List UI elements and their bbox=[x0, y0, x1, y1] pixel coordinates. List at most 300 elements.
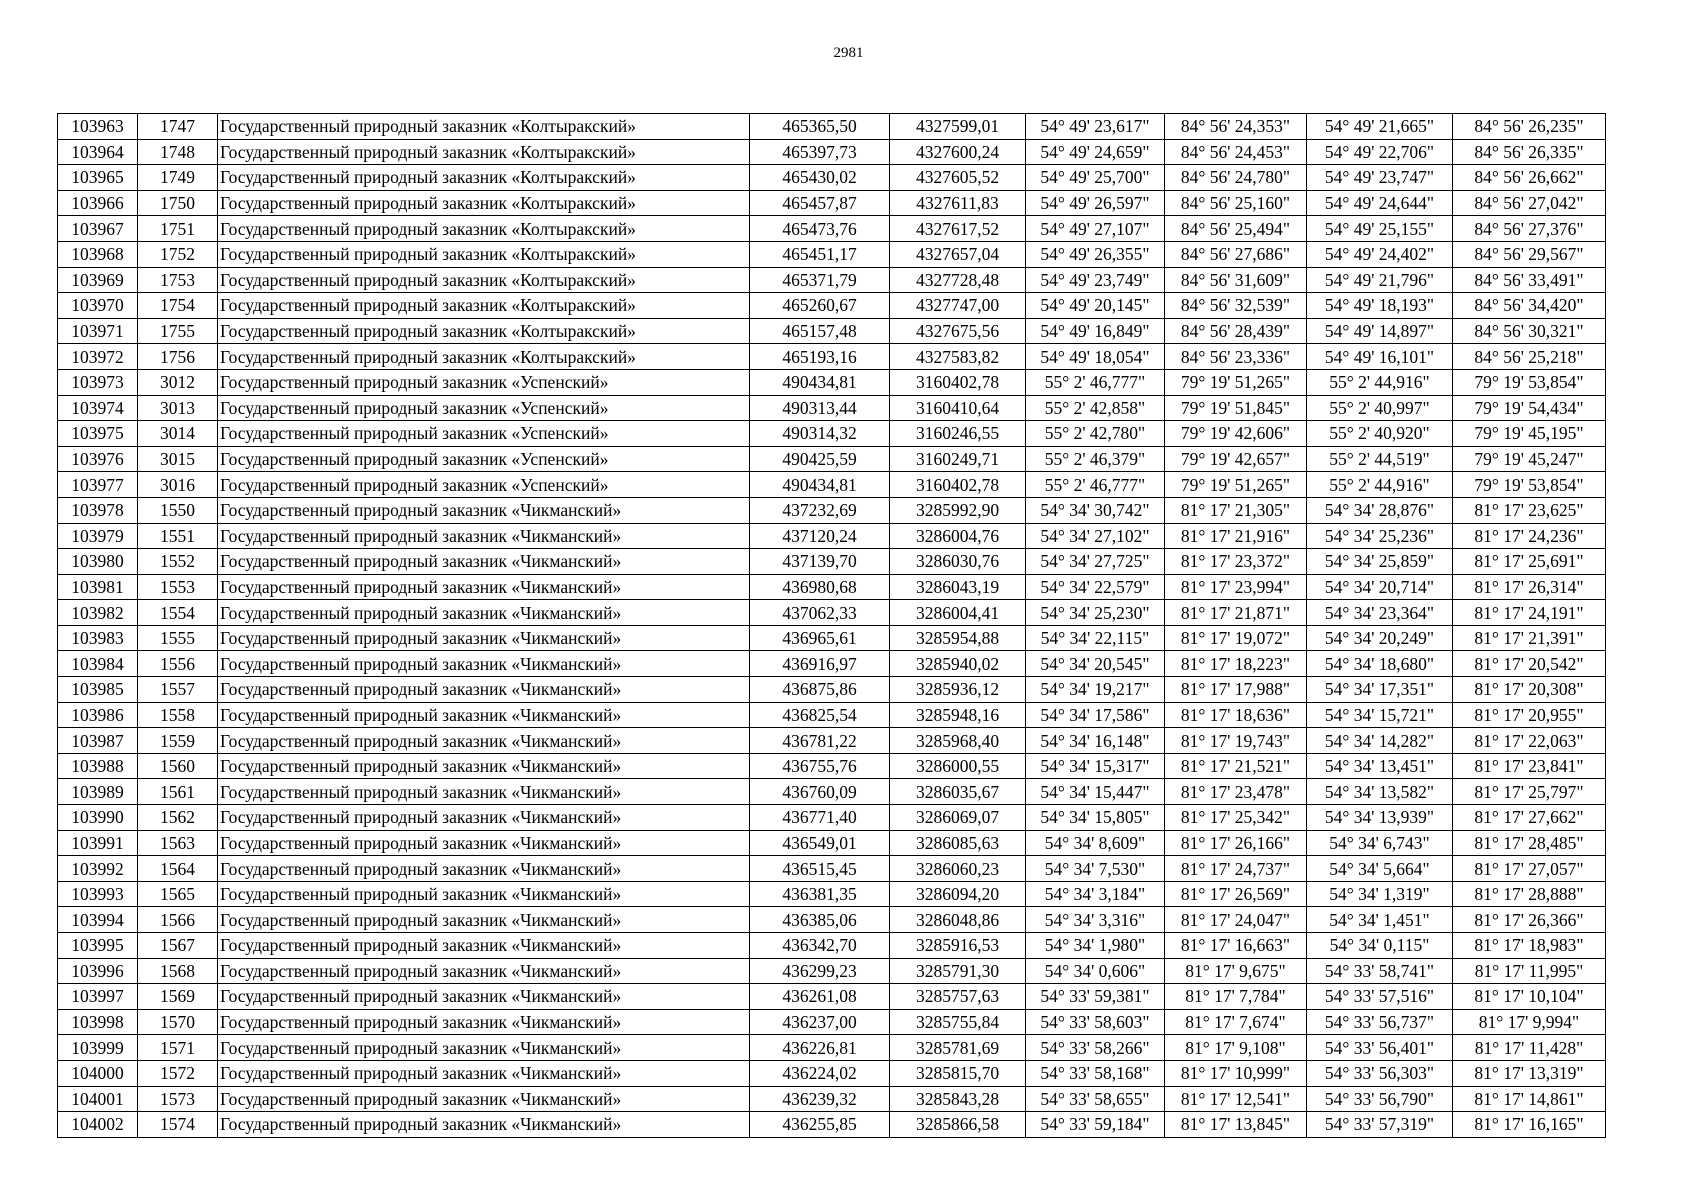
latitude-1-cell: 55° 2' 42,858" bbox=[1026, 395, 1165, 421]
longitude-1-cell: 81° 17' 18,223" bbox=[1165, 651, 1307, 677]
row-id-cell: 103989 bbox=[58, 779, 138, 805]
longitude-1-cell: 81° 17' 23,372" bbox=[1165, 549, 1307, 575]
table-body bbox=[58, 114, 1606, 1138]
latitude-2-cell: 54° 34' 28,876" bbox=[1307, 497, 1453, 523]
table-row bbox=[58, 472, 1606, 498]
latitude-1-cell: 54° 34' 16,148" bbox=[1026, 728, 1165, 754]
reserve-name-cell: Государственный природный заказник «Колтыракский» bbox=[218, 318, 750, 344]
y-coordinate-cell: 3285968,40 bbox=[890, 728, 1026, 754]
longitude-1-cell: 81° 17' 21,916" bbox=[1165, 523, 1307, 549]
row-id-cell: 103982 bbox=[58, 600, 138, 626]
reserve-name-cell: Государственный природный заказник «Чикманский» bbox=[218, 1112, 750, 1138]
point-number-cell: 1561 bbox=[138, 779, 218, 805]
latitude-2-cell: 54° 49' 21,796" bbox=[1307, 267, 1453, 293]
longitude-2-cell: 81° 17' 20,308" bbox=[1453, 677, 1606, 703]
reserve-name-cell: Государственный природный заказник «Чикманский» bbox=[218, 702, 750, 728]
latitude-2-cell: 54° 34' 1,319" bbox=[1307, 881, 1453, 907]
point-number-cell: 1558 bbox=[138, 702, 218, 728]
longitude-1-cell: 84° 56' 24,453" bbox=[1165, 139, 1307, 165]
y-coordinate-cell: 3285866,58 bbox=[890, 1112, 1026, 1138]
longitude-1-cell: 84° 56' 27,686" bbox=[1165, 241, 1307, 267]
row-id-cell: 103976 bbox=[58, 446, 138, 472]
latitude-2-cell: 54° 34' 17,351" bbox=[1307, 677, 1453, 703]
row-id-cell: 103978 bbox=[58, 497, 138, 523]
table-row bbox=[58, 933, 1606, 959]
table-row bbox=[58, 114, 1606, 140]
x-coordinate-cell: 465260,67 bbox=[750, 293, 890, 319]
y-coordinate-cell: 3285992,90 bbox=[890, 497, 1026, 523]
x-coordinate-cell: 436237,00 bbox=[750, 1009, 890, 1035]
latitude-1-cell: 55° 2' 46,777" bbox=[1026, 369, 1165, 395]
latitude-2-cell: 54° 33' 56,303" bbox=[1307, 1060, 1453, 1086]
latitude-1-cell: 54° 49' 20,145" bbox=[1026, 293, 1165, 319]
latitude-1-cell: 54° 49' 26,355" bbox=[1026, 241, 1165, 267]
latitude-1-cell: 54° 34' 27,725" bbox=[1026, 549, 1165, 575]
longitude-1-cell: 79° 19' 42,606" bbox=[1165, 421, 1307, 447]
table-row bbox=[58, 984, 1606, 1010]
row-id-cell: 103973 bbox=[58, 369, 138, 395]
y-coordinate-cell: 3286000,55 bbox=[890, 753, 1026, 779]
longitude-2-cell: 81° 17' 22,063" bbox=[1453, 728, 1606, 754]
point-number-cell: 1756 bbox=[138, 344, 218, 370]
latitude-2-cell: 54° 49' 25,155" bbox=[1307, 216, 1453, 242]
y-coordinate-cell: 3286060,23 bbox=[890, 856, 1026, 882]
latitude-2-cell: 54° 34' 25,236" bbox=[1307, 523, 1453, 549]
point-number-cell: 1755 bbox=[138, 318, 218, 344]
latitude-2-cell: 55° 2' 40,920" bbox=[1307, 421, 1453, 447]
point-number-cell: 1570 bbox=[138, 1009, 218, 1035]
table-row bbox=[58, 421, 1606, 447]
latitude-2-cell: 54° 34' 14,282" bbox=[1307, 728, 1453, 754]
latitude-1-cell: 54° 34' 20,545" bbox=[1026, 651, 1165, 677]
longitude-1-cell: 81° 17' 7,674" bbox=[1165, 1009, 1307, 1035]
coordinates-table bbox=[57, 113, 1606, 1138]
reserve-name-cell: Государственный природный заказник «Успенский» bbox=[218, 369, 750, 395]
longitude-1-cell: 79° 19' 51,845" bbox=[1165, 395, 1307, 421]
longitude-2-cell: 79° 19' 45,247" bbox=[1453, 446, 1606, 472]
point-number-cell: 1562 bbox=[138, 805, 218, 831]
point-number-cell: 1559 bbox=[138, 728, 218, 754]
table-row bbox=[58, 958, 1606, 984]
longitude-2-cell: 84° 56' 29,567" bbox=[1453, 241, 1606, 267]
longitude-1-cell: 81° 17' 24,047" bbox=[1165, 907, 1307, 933]
latitude-2-cell: 55° 2' 44,916" bbox=[1307, 472, 1453, 498]
point-number-cell: 1550 bbox=[138, 497, 218, 523]
latitude-2-cell: 54° 34' 13,582" bbox=[1307, 779, 1453, 805]
longitude-2-cell: 81° 17' 24,236" bbox=[1453, 523, 1606, 549]
page-number: 2981 bbox=[833, 45, 864, 61]
reserve-name-cell: Государственный природный заказник «Успенский» bbox=[218, 395, 750, 421]
row-id-cell: 103981 bbox=[58, 574, 138, 600]
latitude-1-cell: 54° 34' 7,530" bbox=[1026, 856, 1165, 882]
longitude-2-cell: 81° 17' 16,165" bbox=[1453, 1112, 1606, 1138]
table-row bbox=[58, 625, 1606, 651]
point-number-cell: 1552 bbox=[138, 549, 218, 575]
x-coordinate-cell: 436224,02 bbox=[750, 1060, 890, 1086]
x-coordinate-cell: 436255,85 bbox=[750, 1112, 890, 1138]
point-number-cell: 1566 bbox=[138, 907, 218, 933]
latitude-2-cell: 54° 34' 5,664" bbox=[1307, 856, 1453, 882]
row-id-cell: 103996 bbox=[58, 958, 138, 984]
point-number-cell: 1568 bbox=[138, 958, 218, 984]
reserve-name-cell: Государственный природный заказник «Успенский» bbox=[218, 421, 750, 447]
table-row bbox=[58, 805, 1606, 831]
reserve-name-cell: Государственный природный заказник «Чикманский» bbox=[218, 1035, 750, 1061]
reserve-name-cell: Государственный природный заказник «Чикманский» bbox=[218, 625, 750, 651]
table-row bbox=[58, 241, 1606, 267]
x-coordinate-cell: 437062,33 bbox=[750, 600, 890, 626]
point-number-cell: 3016 bbox=[138, 472, 218, 498]
latitude-1-cell: 54° 49' 26,597" bbox=[1026, 190, 1165, 216]
table-row bbox=[58, 344, 1606, 370]
x-coordinate-cell: 436549,01 bbox=[750, 830, 890, 856]
x-coordinate-cell: 436261,08 bbox=[750, 984, 890, 1010]
row-id-cell: 103999 bbox=[58, 1035, 138, 1061]
reserve-name-cell: Государственный природный заказник «Колтыракский» bbox=[218, 165, 750, 191]
point-number-cell: 1560 bbox=[138, 753, 218, 779]
x-coordinate-cell: 436515,45 bbox=[750, 856, 890, 882]
row-id-cell: 103984 bbox=[58, 651, 138, 677]
reserve-name-cell: Государственный природный заказник «Колтыракский» bbox=[218, 216, 750, 242]
row-id-cell: 103986 bbox=[58, 702, 138, 728]
latitude-2-cell: 54° 34' 6,743" bbox=[1307, 830, 1453, 856]
y-coordinate-cell: 3285815,70 bbox=[890, 1060, 1026, 1086]
row-id-cell: 103995 bbox=[58, 933, 138, 959]
point-number-cell: 1753 bbox=[138, 267, 218, 293]
longitude-1-cell: 84° 56' 23,336" bbox=[1165, 344, 1307, 370]
table-row bbox=[58, 1035, 1606, 1061]
point-number-cell: 1551 bbox=[138, 523, 218, 549]
row-id-cell: 103979 bbox=[58, 523, 138, 549]
table-row bbox=[58, 293, 1606, 319]
latitude-2-cell: 54° 49' 23,747" bbox=[1307, 165, 1453, 191]
latitude-2-cell: 55° 2' 40,997" bbox=[1307, 395, 1453, 421]
reserve-name-cell: Государственный природный заказник «Успенский» bbox=[218, 446, 750, 472]
row-id-cell: 103990 bbox=[58, 805, 138, 831]
y-coordinate-cell: 3160249,71 bbox=[890, 446, 1026, 472]
y-coordinate-cell: 3285916,53 bbox=[890, 933, 1026, 959]
x-coordinate-cell: 490434,81 bbox=[750, 369, 890, 395]
x-coordinate-cell: 437139,70 bbox=[750, 549, 890, 575]
latitude-1-cell: 54° 34' 19,217" bbox=[1026, 677, 1165, 703]
table-row bbox=[58, 369, 1606, 395]
latitude-1-cell: 54° 33' 58,655" bbox=[1026, 1086, 1165, 1112]
table-row bbox=[58, 216, 1606, 242]
x-coordinate-cell: 436980,68 bbox=[750, 574, 890, 600]
row-id-cell: 103965 bbox=[58, 165, 138, 191]
table-row bbox=[58, 139, 1606, 165]
point-number-cell: 3015 bbox=[138, 446, 218, 472]
point-number-cell: 1750 bbox=[138, 190, 218, 216]
latitude-1-cell: 54° 34' 15,447" bbox=[1026, 779, 1165, 805]
point-number-cell: 1555 bbox=[138, 625, 218, 651]
longitude-1-cell: 81° 17' 13,845" bbox=[1165, 1112, 1307, 1138]
latitude-2-cell: 54° 34' 25,859" bbox=[1307, 549, 1453, 575]
reserve-name-cell: Государственный природный заказник «Чикманский» bbox=[218, 497, 750, 523]
point-number-cell: 1557 bbox=[138, 677, 218, 703]
table-row bbox=[58, 651, 1606, 677]
table-row bbox=[58, 1112, 1606, 1138]
longitude-1-cell: 81° 17' 26,166" bbox=[1165, 830, 1307, 856]
table-row bbox=[58, 574, 1606, 600]
y-coordinate-cell: 3160402,78 bbox=[890, 472, 1026, 498]
latitude-1-cell: 54° 34' 1,980" bbox=[1026, 933, 1165, 959]
table-row bbox=[58, 549, 1606, 575]
y-coordinate-cell: 4327600,24 bbox=[890, 139, 1026, 165]
reserve-name-cell: Государственный природный заказник «Чикманский» bbox=[218, 523, 750, 549]
table-row bbox=[58, 446, 1606, 472]
x-coordinate-cell: 437120,24 bbox=[750, 523, 890, 549]
latitude-2-cell: 54° 33' 57,516" bbox=[1307, 984, 1453, 1010]
x-coordinate-cell: 465473,76 bbox=[750, 216, 890, 242]
point-number-cell: 1564 bbox=[138, 856, 218, 882]
point-number-cell: 1554 bbox=[138, 600, 218, 626]
longitude-1-cell: 81° 17' 19,743" bbox=[1165, 728, 1307, 754]
longitude-2-cell: 81° 17' 14,861" bbox=[1453, 1086, 1606, 1112]
longitude-2-cell: 81° 17' 20,955" bbox=[1453, 702, 1606, 728]
table-row bbox=[58, 600, 1606, 626]
reserve-name-cell: Государственный природный заказник «Чикманский» bbox=[218, 600, 750, 626]
point-number-cell: 1751 bbox=[138, 216, 218, 242]
reserve-name-cell: Государственный природный заказник «Колтыракский» bbox=[218, 293, 750, 319]
y-coordinate-cell: 3285936,12 bbox=[890, 677, 1026, 703]
reserve-name-cell: Государственный природный заказник «Чикманский» bbox=[218, 779, 750, 805]
row-id-cell: 103975 bbox=[58, 421, 138, 447]
latitude-2-cell: 55° 2' 44,519" bbox=[1307, 446, 1453, 472]
latitude-1-cell: 54° 34' 15,317" bbox=[1026, 753, 1165, 779]
latitude-2-cell: 54° 33' 56,401" bbox=[1307, 1035, 1453, 1061]
table-row bbox=[58, 165, 1606, 191]
latitude-1-cell: 55° 2' 46,777" bbox=[1026, 472, 1165, 498]
row-id-cell: 103977 bbox=[58, 472, 138, 498]
reserve-name-cell: Государственный природный заказник «Чикманский» bbox=[218, 1009, 750, 1035]
point-number-cell: 3012 bbox=[138, 369, 218, 395]
reserve-name-cell: Государственный природный заказник «Колтыракский» bbox=[218, 190, 750, 216]
reserve-name-cell: Государственный природный заказник «Успенский» bbox=[218, 472, 750, 498]
latitude-1-cell: 54° 34' 30,742" bbox=[1026, 497, 1165, 523]
row-id-cell: 103991 bbox=[58, 830, 138, 856]
latitude-1-cell: 54° 49' 23,617" bbox=[1026, 114, 1165, 140]
latitude-1-cell: 54° 34' 0,606" bbox=[1026, 958, 1165, 984]
row-id-cell: 103983 bbox=[58, 625, 138, 651]
point-number-cell: 3013 bbox=[138, 395, 218, 421]
latitude-1-cell: 54° 34' 3,184" bbox=[1026, 881, 1165, 907]
table-row bbox=[58, 267, 1606, 293]
reserve-name-cell: Государственный природный заказник «Чикманский» bbox=[218, 830, 750, 856]
y-coordinate-cell: 4327728,48 bbox=[890, 267, 1026, 293]
y-coordinate-cell: 3286035,67 bbox=[890, 779, 1026, 805]
longitude-2-cell: 81° 17' 21,391" bbox=[1453, 625, 1606, 651]
reserve-name-cell: Государственный природный заказник «Чикманский» bbox=[218, 907, 750, 933]
longitude-2-cell: 81° 17' 23,625" bbox=[1453, 497, 1606, 523]
longitude-2-cell: 84° 56' 25,218" bbox=[1453, 344, 1606, 370]
longitude-1-cell: 84° 56' 24,780" bbox=[1165, 165, 1307, 191]
x-coordinate-cell: 465430,02 bbox=[750, 165, 890, 191]
reserve-name-cell: Государственный природный заказник «Чикманский» bbox=[218, 984, 750, 1010]
row-id-cell: 103993 bbox=[58, 881, 138, 907]
reserve-name-cell: Государственный природный заказник «Колтыракский» bbox=[218, 114, 750, 140]
row-id-cell: 103970 bbox=[58, 293, 138, 319]
x-coordinate-cell: 436875,86 bbox=[750, 677, 890, 703]
longitude-1-cell: 81° 17' 24,737" bbox=[1165, 856, 1307, 882]
longitude-1-cell: 81° 17' 9,108" bbox=[1165, 1035, 1307, 1061]
y-coordinate-cell: 4327657,04 bbox=[890, 241, 1026, 267]
longitude-1-cell: 81° 17' 7,784" bbox=[1165, 984, 1307, 1010]
latitude-1-cell: 55° 2' 42,780" bbox=[1026, 421, 1165, 447]
point-number-cell: 1574 bbox=[138, 1112, 218, 1138]
x-coordinate-cell: 465451,17 bbox=[750, 241, 890, 267]
table-row bbox=[58, 779, 1606, 805]
longitude-1-cell: 81° 17' 23,994" bbox=[1165, 574, 1307, 600]
latitude-1-cell: 54° 49' 18,054" bbox=[1026, 344, 1165, 370]
longitude-1-cell: 84° 56' 24,353" bbox=[1165, 114, 1307, 140]
y-coordinate-cell: 3286043,19 bbox=[890, 574, 1026, 600]
longitude-1-cell: 81° 17' 25,342" bbox=[1165, 805, 1307, 831]
longitude-2-cell: 84° 56' 34,420" bbox=[1453, 293, 1606, 319]
table-row bbox=[58, 677, 1606, 703]
reserve-name-cell: Государственный природный заказник «Чикманский» bbox=[218, 728, 750, 754]
latitude-1-cell: 54° 33' 58,266" bbox=[1026, 1035, 1165, 1061]
longitude-1-cell: 81° 17' 21,305" bbox=[1165, 497, 1307, 523]
point-number-cell: 1752 bbox=[138, 241, 218, 267]
longitude-2-cell: 79° 19' 53,854" bbox=[1453, 472, 1606, 498]
row-id-cell: 103971 bbox=[58, 318, 138, 344]
row-id-cell: 103974 bbox=[58, 395, 138, 421]
x-coordinate-cell: 436771,40 bbox=[750, 805, 890, 831]
y-coordinate-cell: 3285781,69 bbox=[890, 1035, 1026, 1061]
x-coordinate-cell: 436239,32 bbox=[750, 1086, 890, 1112]
table-row bbox=[58, 190, 1606, 216]
y-coordinate-cell: 3285940,02 bbox=[890, 651, 1026, 677]
longitude-1-cell: 81° 17' 18,636" bbox=[1165, 702, 1307, 728]
y-coordinate-cell: 3285843,28 bbox=[890, 1086, 1026, 1112]
longitude-2-cell: 81° 17' 28,888" bbox=[1453, 881, 1606, 907]
longitude-2-cell: 84° 56' 26,235" bbox=[1453, 114, 1606, 140]
x-coordinate-cell: 436342,70 bbox=[750, 933, 890, 959]
y-coordinate-cell: 3286004,76 bbox=[890, 523, 1026, 549]
longitude-2-cell: 84° 56' 26,335" bbox=[1453, 139, 1606, 165]
longitude-1-cell: 79° 19' 51,265" bbox=[1165, 472, 1307, 498]
longitude-2-cell: 81° 17' 13,319" bbox=[1453, 1060, 1606, 1086]
latitude-1-cell: 54° 49' 24,659" bbox=[1026, 139, 1165, 165]
longitude-2-cell: 81° 17' 10,104" bbox=[1453, 984, 1606, 1010]
table-row bbox=[58, 728, 1606, 754]
y-coordinate-cell: 3160246,55 bbox=[890, 421, 1026, 447]
y-coordinate-cell: 4327675,56 bbox=[890, 318, 1026, 344]
longitude-2-cell: 81° 17' 11,995" bbox=[1453, 958, 1606, 984]
table-row bbox=[58, 395, 1606, 421]
latitude-1-cell: 54° 34' 17,586" bbox=[1026, 702, 1165, 728]
latitude-2-cell: 54° 33' 58,741" bbox=[1307, 958, 1453, 984]
latitude-1-cell: 54° 34' 27,102" bbox=[1026, 523, 1165, 549]
row-id-cell: 104001 bbox=[58, 1086, 138, 1112]
y-coordinate-cell: 4327605,52 bbox=[890, 165, 1026, 191]
latitude-2-cell: 55° 2' 44,916" bbox=[1307, 369, 1453, 395]
latitude-1-cell: 54° 49' 23,749" bbox=[1026, 267, 1165, 293]
latitude-2-cell: 54° 49' 16,101" bbox=[1307, 344, 1453, 370]
latitude-2-cell: 54° 34' 20,714" bbox=[1307, 574, 1453, 600]
reserve-name-cell: Государственный природный заказник «Чикманский» bbox=[218, 1086, 750, 1112]
point-number-cell: 1569 bbox=[138, 984, 218, 1010]
latitude-2-cell: 54° 49' 22,706" bbox=[1307, 139, 1453, 165]
reserve-name-cell: Государственный природный заказник «Колтыракский» bbox=[218, 267, 750, 293]
latitude-1-cell: 54° 33' 59,184" bbox=[1026, 1112, 1165, 1138]
latitude-1-cell: 54° 33' 59,381" bbox=[1026, 984, 1165, 1010]
row-id-cell: 103963 bbox=[58, 114, 138, 140]
point-number-cell: 1567 bbox=[138, 933, 218, 959]
latitude-1-cell: 54° 34' 25,230" bbox=[1026, 600, 1165, 626]
latitude-2-cell: 54° 33' 56,737" bbox=[1307, 1009, 1453, 1035]
table-row bbox=[58, 497, 1606, 523]
latitude-2-cell: 54° 34' 18,680" bbox=[1307, 651, 1453, 677]
point-number-cell: 1747 bbox=[138, 114, 218, 140]
x-coordinate-cell: 436965,61 bbox=[750, 625, 890, 651]
y-coordinate-cell: 4327583,82 bbox=[890, 344, 1026, 370]
latitude-1-cell: 54° 49' 27,107" bbox=[1026, 216, 1165, 242]
longitude-1-cell: 81° 17' 17,988" bbox=[1165, 677, 1307, 703]
row-id-cell: 103994 bbox=[58, 907, 138, 933]
x-coordinate-cell: 490434,81 bbox=[750, 472, 890, 498]
longitude-2-cell: 81° 17' 18,983" bbox=[1453, 933, 1606, 959]
longitude-2-cell: 81° 17' 27,662" bbox=[1453, 805, 1606, 831]
table-row bbox=[58, 523, 1606, 549]
longitude-2-cell: 81° 17' 28,485" bbox=[1453, 830, 1606, 856]
latitude-2-cell: 54° 33' 57,319" bbox=[1307, 1112, 1453, 1138]
longitude-2-cell: 79° 19' 53,854" bbox=[1453, 369, 1606, 395]
latitude-1-cell: 54° 34' 3,316" bbox=[1026, 907, 1165, 933]
row-id-cell: 103966 bbox=[58, 190, 138, 216]
latitude-2-cell: 54° 34' 13,939" bbox=[1307, 805, 1453, 831]
reserve-name-cell: Государственный природный заказник «Чикманский» bbox=[218, 549, 750, 575]
x-coordinate-cell: 465397,73 bbox=[750, 139, 890, 165]
row-id-cell: 103987 bbox=[58, 728, 138, 754]
x-coordinate-cell: 490314,32 bbox=[750, 421, 890, 447]
table-row bbox=[58, 856, 1606, 882]
reserve-name-cell: Государственный природный заказник «Колтыракский» bbox=[218, 344, 750, 370]
x-coordinate-cell: 465193,16 bbox=[750, 344, 890, 370]
row-id-cell: 103964 bbox=[58, 139, 138, 165]
longitude-2-cell: 84° 56' 33,491" bbox=[1453, 267, 1606, 293]
y-coordinate-cell: 3285954,88 bbox=[890, 625, 1026, 651]
y-coordinate-cell: 3285757,63 bbox=[890, 984, 1026, 1010]
row-id-cell: 103988 bbox=[58, 753, 138, 779]
x-coordinate-cell: 465157,48 bbox=[750, 318, 890, 344]
y-coordinate-cell: 4327617,52 bbox=[890, 216, 1026, 242]
x-coordinate-cell: 437232,69 bbox=[750, 497, 890, 523]
table-row bbox=[58, 1009, 1606, 1035]
point-number-cell: 1572 bbox=[138, 1060, 218, 1086]
point-number-cell: 1556 bbox=[138, 651, 218, 677]
latitude-1-cell: 54° 34' 15,805" bbox=[1026, 805, 1165, 831]
latitude-2-cell: 54° 34' 15,721" bbox=[1307, 702, 1453, 728]
y-coordinate-cell: 4327599,01 bbox=[890, 114, 1026, 140]
longitude-1-cell: 81° 17' 23,478" bbox=[1165, 779, 1307, 805]
latitude-1-cell: 54° 34' 22,579" bbox=[1026, 574, 1165, 600]
longitude-2-cell: 79° 19' 45,195" bbox=[1453, 421, 1606, 447]
longitude-2-cell: 81° 17' 20,542" bbox=[1453, 651, 1606, 677]
y-coordinate-cell: 3286094,20 bbox=[890, 881, 1026, 907]
x-coordinate-cell: 436760,09 bbox=[750, 779, 890, 805]
longitude-2-cell: 81° 17' 27,057" bbox=[1453, 856, 1606, 882]
longitude-1-cell: 81° 17' 9,675" bbox=[1165, 958, 1307, 984]
row-id-cell: 104000 bbox=[58, 1060, 138, 1086]
point-number-cell: 1754 bbox=[138, 293, 218, 319]
point-number-cell: 1553 bbox=[138, 574, 218, 600]
x-coordinate-cell: 436299,23 bbox=[750, 958, 890, 984]
x-coordinate-cell: 436916,97 bbox=[750, 651, 890, 677]
latitude-2-cell: 54° 34' 13,451" bbox=[1307, 753, 1453, 779]
table-row bbox=[58, 1086, 1606, 1112]
